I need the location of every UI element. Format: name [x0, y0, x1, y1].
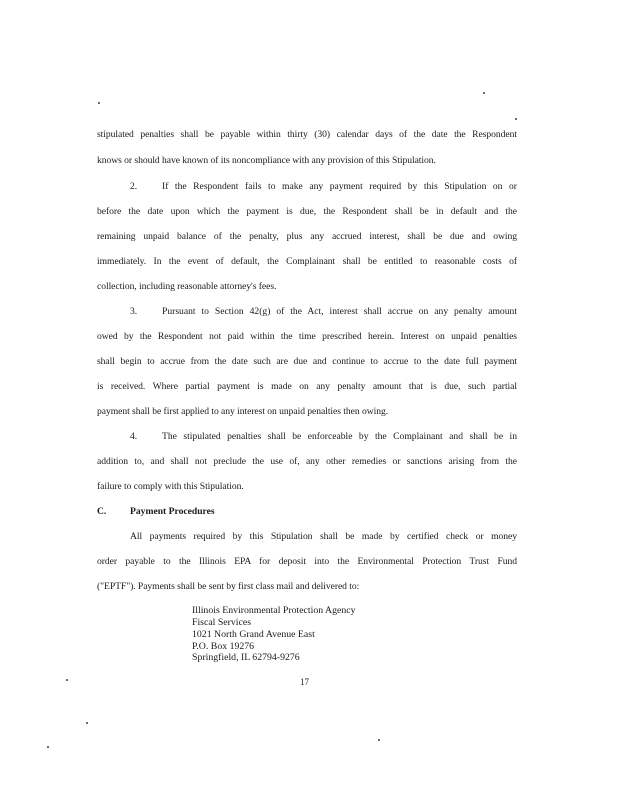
item-2-number: 2.: [130, 181, 138, 192]
address-line-2: Fiscal Services: [192, 617, 252, 628]
address-line-4: P.O. Box 19276: [192, 641, 255, 652]
scan-speck: [483, 92, 485, 94]
item-3-line-3: shall begin to accrue from the date such are due and continue to accrue to the date full payment: [97, 356, 517, 367]
item-3-line-4: is received. Where partial payment is made on any penalty amount that is due, such partial: [97, 381, 517, 392]
item-4-line-3: failure to comply with this Stipulation.: [97, 481, 244, 492]
address-line-5: Springfield, IL 62794-9276: [192, 652, 300, 663]
item-3-line-1: Pursuant to Section 42(g) of the Act, interest shall accrue on any penalty amount: [162, 306, 517, 317]
item-4-number: 4.: [130, 431, 138, 442]
scan-speck: [66, 679, 68, 681]
section-c-line-3: ("EPTF"). Payments shall be sent by first class mail and delivered to:: [97, 581, 360, 592]
section-c-letter: C.: [97, 506, 107, 517]
item-2-line-5: collection, including reasonable attorney's fees.: [97, 281, 277, 292]
item-2-line-2: before the date upon which the payment is due, the Respondent shall be in default and the: [97, 206, 517, 217]
item-3-line-5: payment shall be first applied to any interest on unpaid penalties then owing.: [97, 406, 389, 417]
address-line-3: 1021 North Grand Avenue East: [192, 629, 315, 640]
item-3-number: 3.: [130, 306, 138, 317]
scan-speck: [47, 746, 49, 748]
section-c-title: Payment Procedures: [130, 506, 215, 517]
scan-speck: [515, 118, 517, 120]
page-number: 17: [300, 677, 309, 687]
item-4-line-2: addition to, and shall not preclude the use of, any other remedies or sanctions arising from the: [97, 456, 517, 467]
item-2-line-3: remaining unpaid balance of the penalty, plus any accrued interest, shall be due and owing: [97, 231, 517, 242]
item-4-line-1: The stipulated penalties shall be enforceable by the Complainant and shall be in: [162, 431, 517, 442]
item-2-line-4: immediately. In the event of default, the Complainant shall be entitled to reasonable costs of: [97, 256, 517, 267]
scan-speck: [378, 739, 380, 741]
item-2-line-1: If the Respondent fails to make any payment required by this Stipulation on or: [162, 181, 517, 192]
scan-speck: [98, 102, 100, 104]
section-c-line-1: All payments required by this Stipulation shall be made by certified check or money: [130, 531, 517, 542]
intro-line-2: knows or should have known of its noncompliance with any provision of this Stipulation.: [97, 155, 436, 166]
item-3-line-2: owed by the Respondent not paid within the time prescribed herein. Interest on unpaid penalties: [97, 331, 517, 342]
scan-speck: [86, 722, 88, 724]
section-c-line-2: order payable to the Illinois EPA for deposit into the Environmental Protection Trust Fund: [97, 556, 517, 567]
address-line-1: Illinois Environmental Protection Agency: [192, 605, 356, 616]
intro-line-1: stipulated penalties shall be payable within thirty (30) calendar days of the date the Respondent: [97, 129, 517, 140]
